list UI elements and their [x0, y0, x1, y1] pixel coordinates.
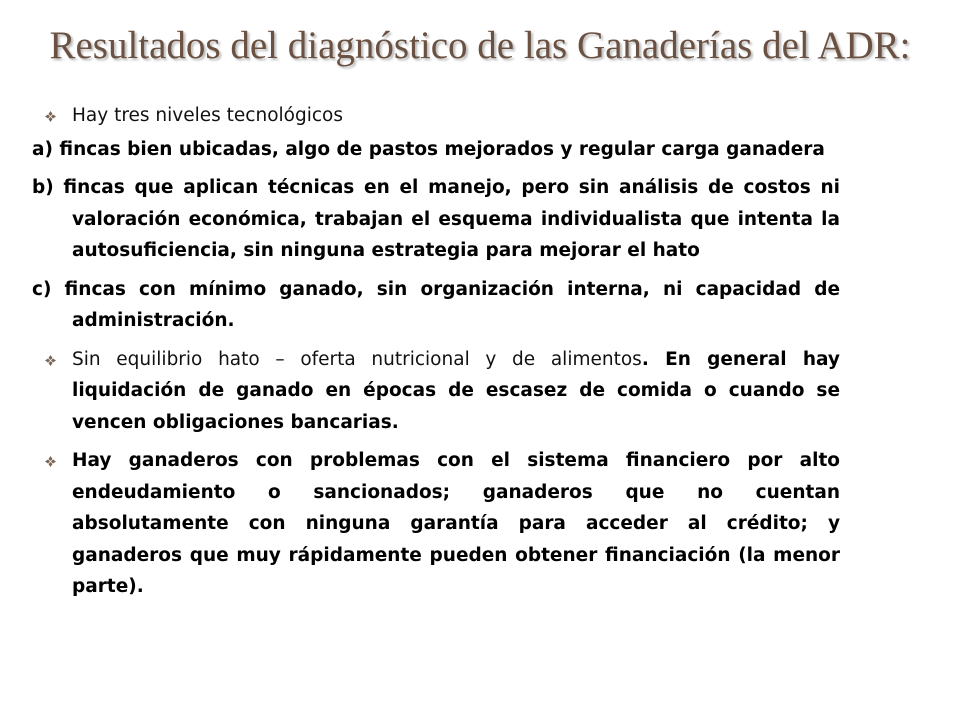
equilibrio-text-light: Sin equilibrio hato – oferta nutricional y de alimentos	[72, 348, 642, 370]
financiero-text: Hay ganaderos con problemas con el sistema financiero por alto endeudamiento o sancionados; ganaderos que no cuentan absolutamente con ninguna garantía para acceder al crédito; y ganaderos que muy rápidamente pueden obtener financiación (la menor parte).	[72, 450, 840, 597]
bullet-item-intro	[32, 100, 840, 132]
four-diamond-bullet-icon	[45, 355, 56, 366]
bullet-item-equilibrio	[32, 344, 840, 439]
list-item-c: c) fincas con mínimo ganado, sin organización interna, ni capacidad de administración.	[32, 278, 840, 331]
four-diamond-bullet-icon	[45, 456, 56, 467]
list-item-a: a) fincas bien ubicadas, algo de pastos mejorados y regular carga ganadera	[32, 138, 825, 160]
slide-title: Resultados del diagnóstico de las Ganaderías del ADR:	[49, 24, 911, 67]
slide-body	[32, 100, 840, 603]
four-diamond-bullet-icon	[45, 111, 56, 122]
list-item-b: b) fincas que aplican técnicas en el manejo, pero sin análisis de costos ni valoración económica, trabajan el esquema individualista que intenta la autosuficiencia, sin ninguna estrategia para mejorar el hato	[32, 177, 840, 261]
bullet-text-intro: Hay tres niveles tecnológicos	[72, 105, 343, 126]
equilibrio-text-bold: . En general hay liquidación de ganado en épocas de escasez de comida o cuando se vencen obligaciones bancarias.	[72, 348, 840, 433]
bullet-item-financiero	[32, 445, 840, 603]
